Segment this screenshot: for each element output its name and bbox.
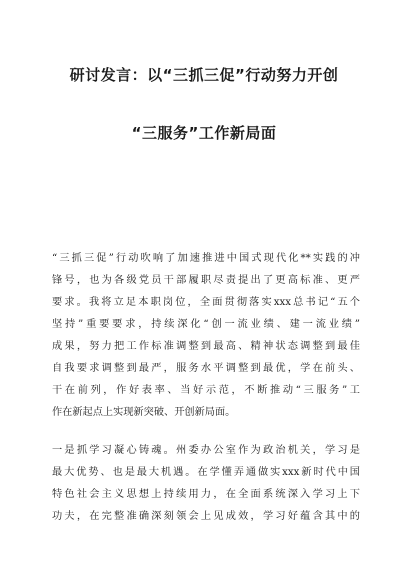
- document-title-line-1: 研讨发言：以“三抓三促”行动努力开创: [69, 66, 339, 84]
- paragraph-line: 锋号，也为各级党员干部履职尽责提出了更高标准、更严: [52, 275, 360, 286]
- paragraph-line: 干在前列，作好表率、当好示范，不断推动“三服务”工: [52, 385, 360, 396]
- paragraph-line: 功夫，在完整准确深刻领会上见成效，学习好蕴含其中的: [52, 511, 360, 522]
- paragraph-line: 一是抓学习凝心铸魂。州委办公室作为政治机关，学习是: [52, 445, 360, 456]
- paragraph-line: 作在新起点上实现新突破、开创新局面。: [52, 407, 236, 418]
- paragraph-line: 成果，努力把工作标准调整到最高、精神状态调整到最佳: [52, 341, 360, 352]
- paragraph-line: 要求。我将立足本职岗位，全面贯彻落实xxx总书记“五个: [52, 297, 360, 308]
- document-title-line-2: “三服务”工作新局面: [131, 124, 277, 142]
- paragraph-line: 特色社会主义思想上持续用力，在全面系统深入学习上下: [52, 489, 360, 500]
- body-paragraph-study: [52, 440, 360, 528]
- paragraph-line: 坚持”重要要求，持续深化“创一流业绩、建一流业绩”: [52, 319, 360, 330]
- body-paragraph-intro: [52, 248, 360, 424]
- paragraph-line: “三抓三促”行动吹响了加速推进中国式现代化**实践的冲: [52, 253, 360, 264]
- paragraph-line: 最大优势、也是最大机遇。在学懂弄通做实xxx新时代中国: [52, 467, 360, 478]
- paragraph-line: 自我要求调整到最严，服务水平调整到最优，学在前头、: [52, 363, 360, 374]
